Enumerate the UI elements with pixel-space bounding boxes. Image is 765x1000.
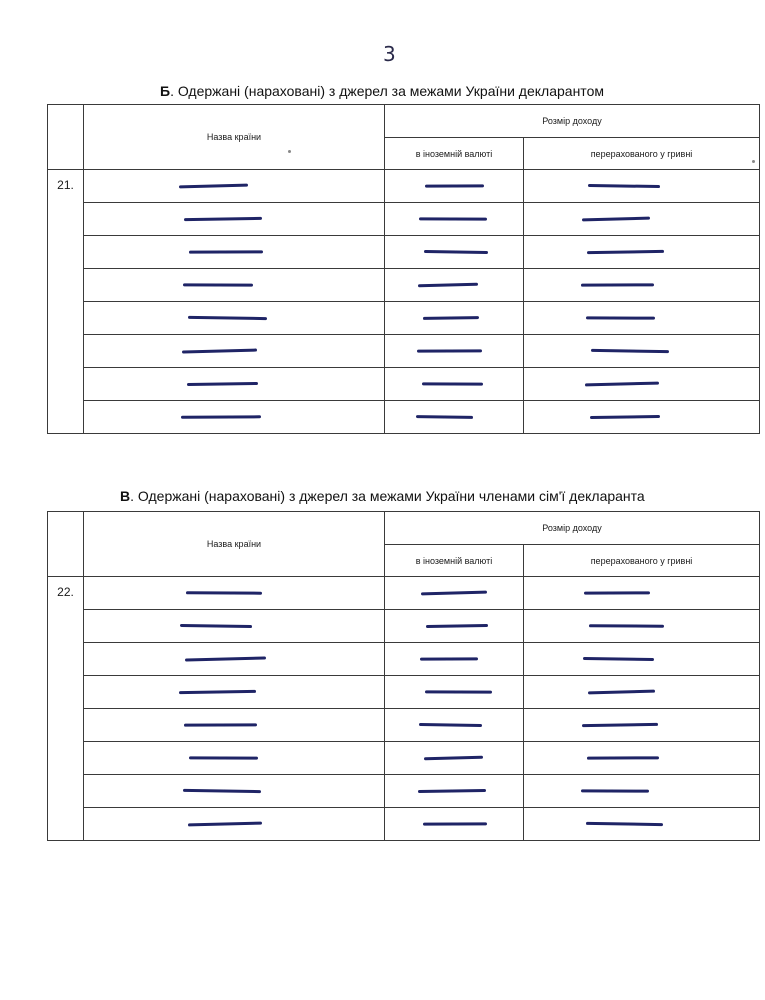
foreign-cell [385,368,524,401]
dash-mark [425,690,492,693]
header-income-size: Розмір доходу [385,512,760,545]
dash-mark [591,349,669,353]
header-income-size: Розмір доходу [385,105,760,138]
dash-mark [184,723,257,726]
dash-mark [423,316,479,320]
header-blank [48,105,84,170]
uah-cell [524,643,760,676]
dash-mark [187,382,258,386]
uah-cell [524,676,760,709]
dash-mark [582,723,658,727]
foreign-cell [385,335,524,368]
section-b-table [47,104,760,434]
section-b-letter: Б [160,83,171,99]
table-row [48,610,760,643]
dash-mark [421,591,487,596]
foreign-cell [385,676,524,709]
dash-mark [422,382,483,385]
header-blank [48,512,84,577]
dash-mark [426,624,488,628]
dash-mark [583,657,654,661]
section-b-title-text: . Одержані (нараховані) з джерел за межами України декларантом [170,83,604,99]
dash-mark [189,250,263,253]
foreign-cell [385,302,524,335]
dash-mark [590,415,660,419]
country-cell [84,775,385,808]
header-country: Назва країни [84,105,385,170]
uah-cell [524,610,760,643]
scan-speck [752,160,755,163]
dash-mark [181,415,261,418]
uah-cell [524,401,760,434]
dash-mark [586,822,663,826]
row-number: 21. [48,170,84,434]
dash-mark [180,624,252,628]
table-row [48,302,760,335]
dash-mark [419,217,487,220]
table-row [48,808,760,841]
dash-mark [189,756,258,759]
foreign-cell [385,808,524,841]
country-cell [84,709,385,742]
foreign-cell [385,643,524,676]
dash-mark [581,283,654,286]
dash-mark [585,382,659,387]
foreign-cell [385,401,524,434]
scan-speck [288,150,291,153]
dash-mark [587,756,659,759]
dash-mark [182,349,257,354]
uah-cell [524,236,760,269]
dash-mark [582,217,650,222]
foreign-cell [385,203,524,236]
section-v-title-text: . Одержані (нараховані) з джерел за межами України членами сім'ї декларанта [130,488,645,504]
dash-mark [417,349,482,352]
country-cell [84,302,385,335]
dash-mark [588,690,655,695]
foreign-cell [385,170,524,203]
uah-cell [524,808,760,841]
table-row [48,368,760,401]
uah-cell [524,709,760,742]
dash-mark [418,283,478,288]
section-b-title [160,83,604,99]
country-cell [84,170,385,203]
dash-mark [424,250,488,254]
dash-mark [588,184,660,188]
header-country: Назва країни [84,512,385,577]
table-row [48,676,760,709]
dash-mark [425,184,484,187]
dash-mark [184,217,262,221]
table-row [48,335,760,368]
uah-cell [524,368,760,401]
foreign-cell [385,577,524,610]
dash-mark [185,656,266,661]
country-cell [84,203,385,236]
foreign-cell [385,610,524,643]
foreign-cell [385,269,524,302]
country-cell [84,401,385,434]
dash-mark [179,184,248,189]
foreign-cell [385,709,524,742]
dash-mark [424,756,483,761]
dash-mark [587,250,664,254]
table-row [48,236,760,269]
uah-cell [524,742,760,775]
section-v-letter: В [120,488,131,504]
table-row [48,775,760,808]
table-row [48,401,760,434]
dash-mark [186,591,262,594]
header-foreign-currency: в іноземній валюті [385,545,524,577]
section-v-table [47,511,760,841]
table-row [48,170,760,203]
header-converted-uah: перерахованого у гривні [524,138,760,170]
country-cell [84,643,385,676]
country-cell [84,269,385,302]
dash-mark [183,789,261,793]
uah-cell [524,203,760,236]
uah-cell [524,170,760,203]
dash-mark [188,822,262,827]
country-cell [84,335,385,368]
country-cell [84,236,385,269]
section-v-title [120,488,645,504]
uah-cell [524,577,760,610]
uah-cell [524,775,760,808]
table-row [48,577,760,610]
dash-mark [179,690,256,694]
table-row [48,643,760,676]
foreign-cell [385,775,524,808]
country-cell [84,610,385,643]
foreign-cell [385,742,524,775]
dash-mark [418,789,486,793]
foreign-cell [385,236,524,269]
country-cell [84,742,385,775]
header-converted-uah: перерахованого у гривні [524,545,760,577]
table-row [48,742,760,775]
header-foreign-currency: в іноземній валюті [385,138,524,170]
dash-mark [416,415,473,419]
country-cell [84,577,385,610]
dash-mark [419,723,482,727]
row-number: 22. [48,577,84,841]
dash-mark [581,789,649,792]
table-row [48,203,760,236]
table-row [48,269,760,302]
uah-cell [524,335,760,368]
dash-mark [589,624,664,627]
dash-mark [584,591,650,594]
table-row [48,709,760,742]
dash-mark [188,316,267,320]
uah-cell [524,302,760,335]
country-cell [84,676,385,709]
country-cell [84,368,385,401]
dash-mark [183,283,253,286]
dash-mark [586,316,655,319]
uah-cell [524,269,760,302]
dash-mark [420,657,478,660]
country-cell [84,808,385,841]
dash-mark [423,822,487,825]
page-number: 3 [383,42,396,66]
